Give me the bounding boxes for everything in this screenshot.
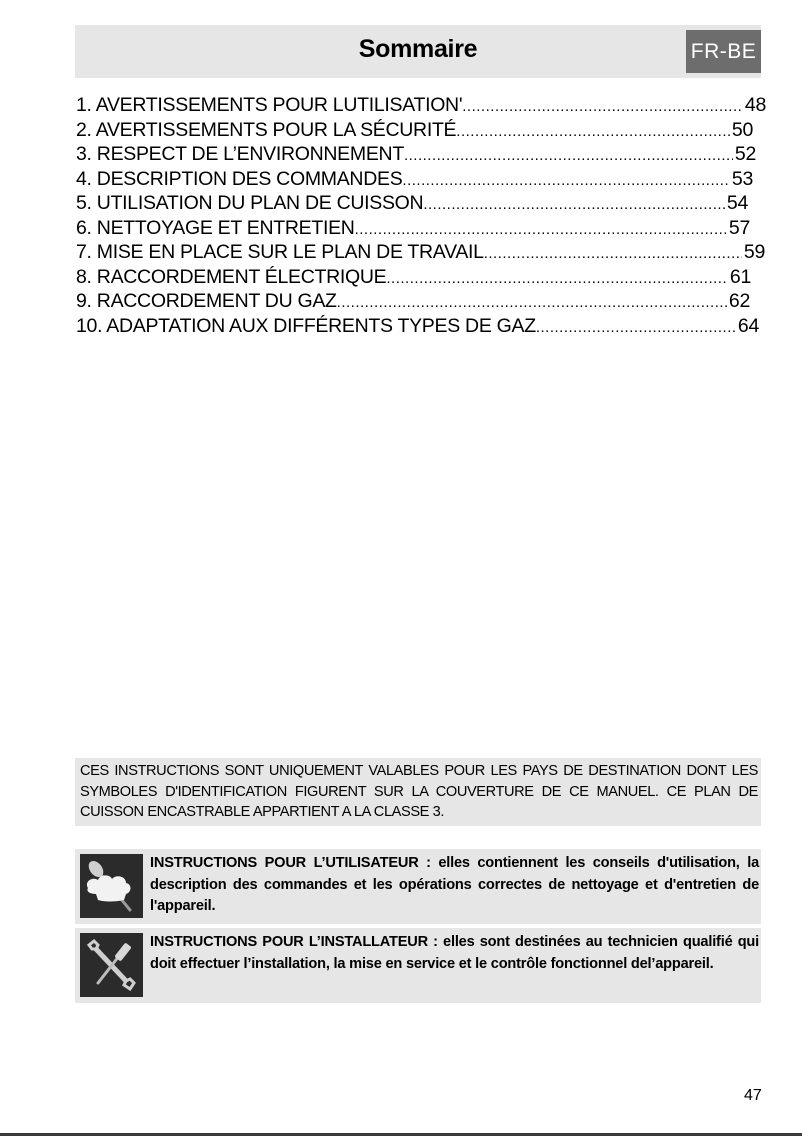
toc-entry-label: 1. AVERTISSEMENTS POUR LUTILISATION' — [76, 94, 463, 116]
toc-entry-page: 54 — [726, 192, 748, 214]
toc-leader-dots — [484, 245, 742, 262]
toc-entry-label: 9. RACCORDEMENT DU GAZ — [76, 290, 337, 312]
toc-entry-page: 50 — [731, 118, 753, 141]
installer-instructions-box — [75, 928, 761, 1003]
toc-entry-label: 4. DESCRIPTION DES COMMANDES — [76, 167, 403, 190]
toc-entry-page: 59 — [743, 241, 765, 263]
user-instructions-box — [75, 849, 761, 924]
page-title: Sommaire — [358, 35, 478, 63]
toc-entry-label: 2. AVERTISSEMENTS POUR LA SÉCURITÉ — [76, 118, 457, 141]
toc-leader-dots — [536, 319, 736, 336]
toc-entry[interactable] — [76, 217, 750, 242]
toc-entry[interactable] — [76, 241, 765, 266]
chef-hat-spoon-icon — [80, 854, 143, 918]
toc-entry-label: 8. RACCORDEMENT ÉLECTRIQUE — [76, 265, 387, 288]
toc-leader-dots — [423, 196, 725, 213]
user-instructions-text: INSTRUCTIONS POUR L’UTILISATEUR : elles contiennent les conseils d'utilisation, la description des commandes et les opérations correctes de nettoyage et d'entretien de l'appareil. — [150, 855, 759, 914]
toc-entry-page: 61 — [729, 265, 751, 288]
toc-entry[interactable] — [76, 315, 759, 340]
toc-entry[interactable] — [76, 192, 748, 217]
toc-entry[interactable] — [76, 266, 751, 291]
table-of-contents — [76, 94, 766, 339]
toc-leader-dots — [404, 147, 733, 164]
toc-leader-dots — [337, 294, 727, 311]
installer-instructions-text: INSTRUCTIONS POUR L’INSTALLATEUR : elles sont destinées au technicien qualifié qui doit effectuer l’installation, la mise en service et le contrôle fonctionnel del’appareil. — [150, 934, 759, 972]
toc-entry[interactable] — [76, 143, 756, 168]
toc-entry-label: 3. RESPECT DE L’ENVIRONNEMENT — [76, 143, 404, 165]
toc-entry-page: 53 — [731, 167, 753, 190]
toc-leader-dots — [462, 98, 743, 115]
wrench-screwdriver-icon — [80, 933, 143, 997]
toc-entry-label: 7. MISE EN PLACE SUR LE PLAN DE TRAVAIL — [76, 241, 484, 263]
toc-entry[interactable] — [76, 290, 750, 315]
toc-entry-page: 52 — [734, 143, 756, 165]
toc-entry-page: 48 — [744, 94, 766, 116]
toc-entry-page: 57 — [728, 216, 750, 239]
validity-notice — [75, 758, 761, 826]
toc-entry[interactable] — [76, 94, 766, 119]
header-banner — [75, 25, 761, 78]
toc-entry[interactable] — [76, 119, 753, 144]
notice-text: CES INSTRUCTIONS SONT UNIQUEMENT VALABLES POUR LES PAYS DE DESTINATION DONT LES SYMBOLES D'IDENTIFICATION FIGURENT SUR LA COUVERTURE DE CE MANUEL. CE PLAN DE CUISSON ENCASTRABLE APPARTIENT A LA CLASSE 3. — [80, 763, 758, 820]
toc-entry[interactable] — [76, 168, 753, 193]
toc-leader-dots — [402, 172, 730, 189]
toc-entry-label: 5. UTILISATION DU PLAN DE CUISSON — [76, 192, 424, 214]
language-badge: FR-BE — [686, 30, 761, 73]
toc-leader-dots — [456, 123, 730, 140]
toc-entry-label: 6. NETTOYAGE ET ENTRETIEN — [76, 216, 355, 239]
toc-entry-page: 62 — [728, 290, 750, 312]
toc-leader-dots — [355, 221, 727, 238]
page-number: 47 — [744, 1087, 762, 1104]
toc-entry-page: 64 — [737, 314, 759, 337]
toc-leader-dots — [386, 270, 728, 287]
toc-entry-label: 10. ADAPTATION AUX DIFFÉRENTS TYPES DE GAZ — [76, 314, 536, 337]
